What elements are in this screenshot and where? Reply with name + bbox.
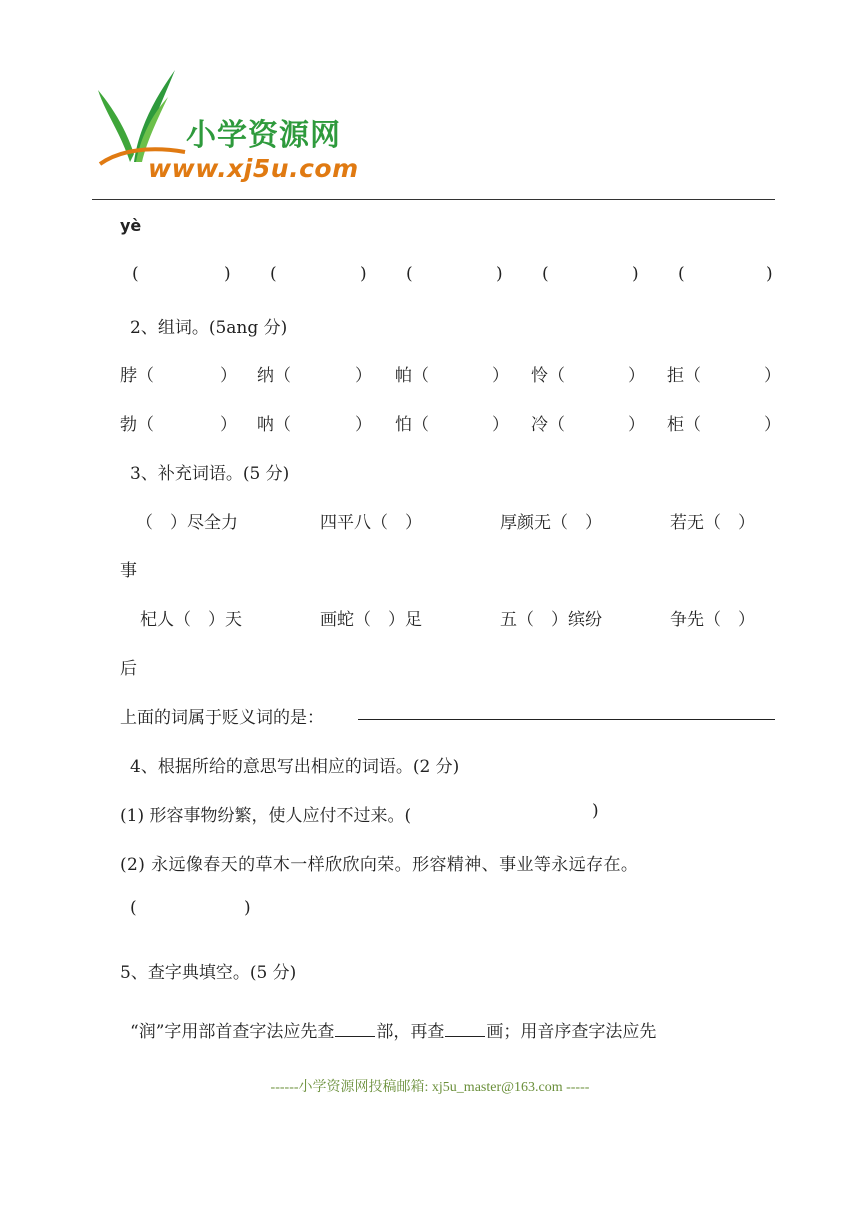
paren-open: (: [270, 264, 277, 284]
idiom-item: （ ）尽全力: [136, 513, 238, 533]
q2-r1-c5-close: ）: [764, 366, 781, 386]
q5-line-part1: “润”字用部首查字法应先查: [130, 1022, 335, 1042]
paren-open: (: [678, 264, 685, 284]
paren-open: (: [542, 264, 549, 284]
q4-item2: (2) 永远像春天的草木一样欣欣向荣。形容精神、事业等永远存在。: [120, 855, 639, 875]
q2-r1-c2: 纳（: [257, 366, 291, 386]
idiom-item: 厚颜无（ ）: [500, 513, 602, 533]
q2-r2-c5: 柜（: [667, 415, 701, 435]
q2-r1-c1: 脖（: [120, 366, 154, 386]
idiom-item: 五（ ）缤纷: [500, 610, 602, 630]
idiom-item: 画蛇（ ）足: [320, 610, 422, 630]
idiom-wrap-text: 后: [120, 659, 137, 679]
paren-close: ): [766, 264, 773, 284]
q2-r1-c4-close: ）: [628, 366, 645, 386]
idiom-item: 若无（ ）: [670, 513, 755, 533]
radical-blank[interactable]: [335, 1035, 375, 1037]
footer-contact: ------小学资源网投稿邮箱: xj5u_master@163.com -----: [270, 1080, 590, 1095]
q5-line-part2: 部，再查: [376, 1022, 445, 1042]
q2-r1-c1-close: ）: [220, 366, 237, 386]
q2-r2-c4-close: ）: [628, 415, 645, 435]
answer-line[interactable]: [358, 719, 775, 720]
q2-r2-c2: 呐（: [257, 415, 291, 435]
logo-title: 小学资源网: [186, 118, 341, 153]
q4-heading: 4、根据所给的意思写出相应的词语。(2 分): [130, 757, 460, 777]
paren-close: ): [632, 264, 639, 284]
stroke-blank[interactable]: [445, 1035, 485, 1037]
q2-r2-c3: 怕（: [395, 415, 429, 435]
logo-url: www.xj5u.com: [148, 154, 359, 183]
q2-r2-c5-close: ）: [764, 415, 781, 435]
q2-r1-c5: 拒（: [667, 366, 701, 386]
paren-open: (: [406, 264, 413, 284]
site-logo: [90, 62, 359, 197]
idiom-item: 杞人（ ）天: [140, 610, 242, 630]
q3-heading: 3、补充词语。(5 分): [130, 464, 290, 484]
paren-close: ): [496, 264, 503, 284]
derogatory-label: 上面的词属于贬义词的是：: [120, 708, 324, 728]
q4-item1: (1) 形容事物纷繁，使人应付不过来。(: [120, 806, 412, 826]
q2-r2-c1-close: ）: [220, 415, 237, 435]
q2-r1-c4: 怜（: [531, 366, 565, 386]
idiom-item: 四平八（ ）: [320, 513, 422, 533]
q2-r1-c3-close: ）: [492, 366, 509, 386]
paren-open: (: [132, 264, 139, 284]
q2-r2-c1: 勃（: [120, 415, 154, 435]
q4-item1-close: ): [592, 801, 599, 821]
paren-close: ): [224, 264, 231, 284]
q4-item2-open: (: [130, 898, 137, 918]
q2-heading: 2、组词。(5ang 分): [130, 318, 288, 338]
q2-r2-c3-close: ）: [492, 415, 509, 435]
q2-r1-c2-close: ）: [355, 366, 372, 386]
paren-close: ): [360, 264, 367, 284]
idiom-wrap-text: 事: [120, 561, 137, 581]
header-divider: [92, 199, 775, 200]
q5-line-part3: 画；用音序查字法应先: [486, 1022, 657, 1042]
q2-r2-c4: 冷（: [531, 415, 565, 435]
q5-line: [130, 1017, 656, 1042]
q5-heading: 5、查字典填空。(5 分): [120, 963, 297, 983]
q2-r1-c3: 帕（: [395, 366, 429, 386]
q2-r2-c2-close: ）: [355, 415, 372, 435]
idiom-item: 争先（ ）: [670, 610, 755, 630]
pinyin-label: yè: [120, 216, 142, 235]
q4-item2-close: ): [244, 898, 251, 918]
